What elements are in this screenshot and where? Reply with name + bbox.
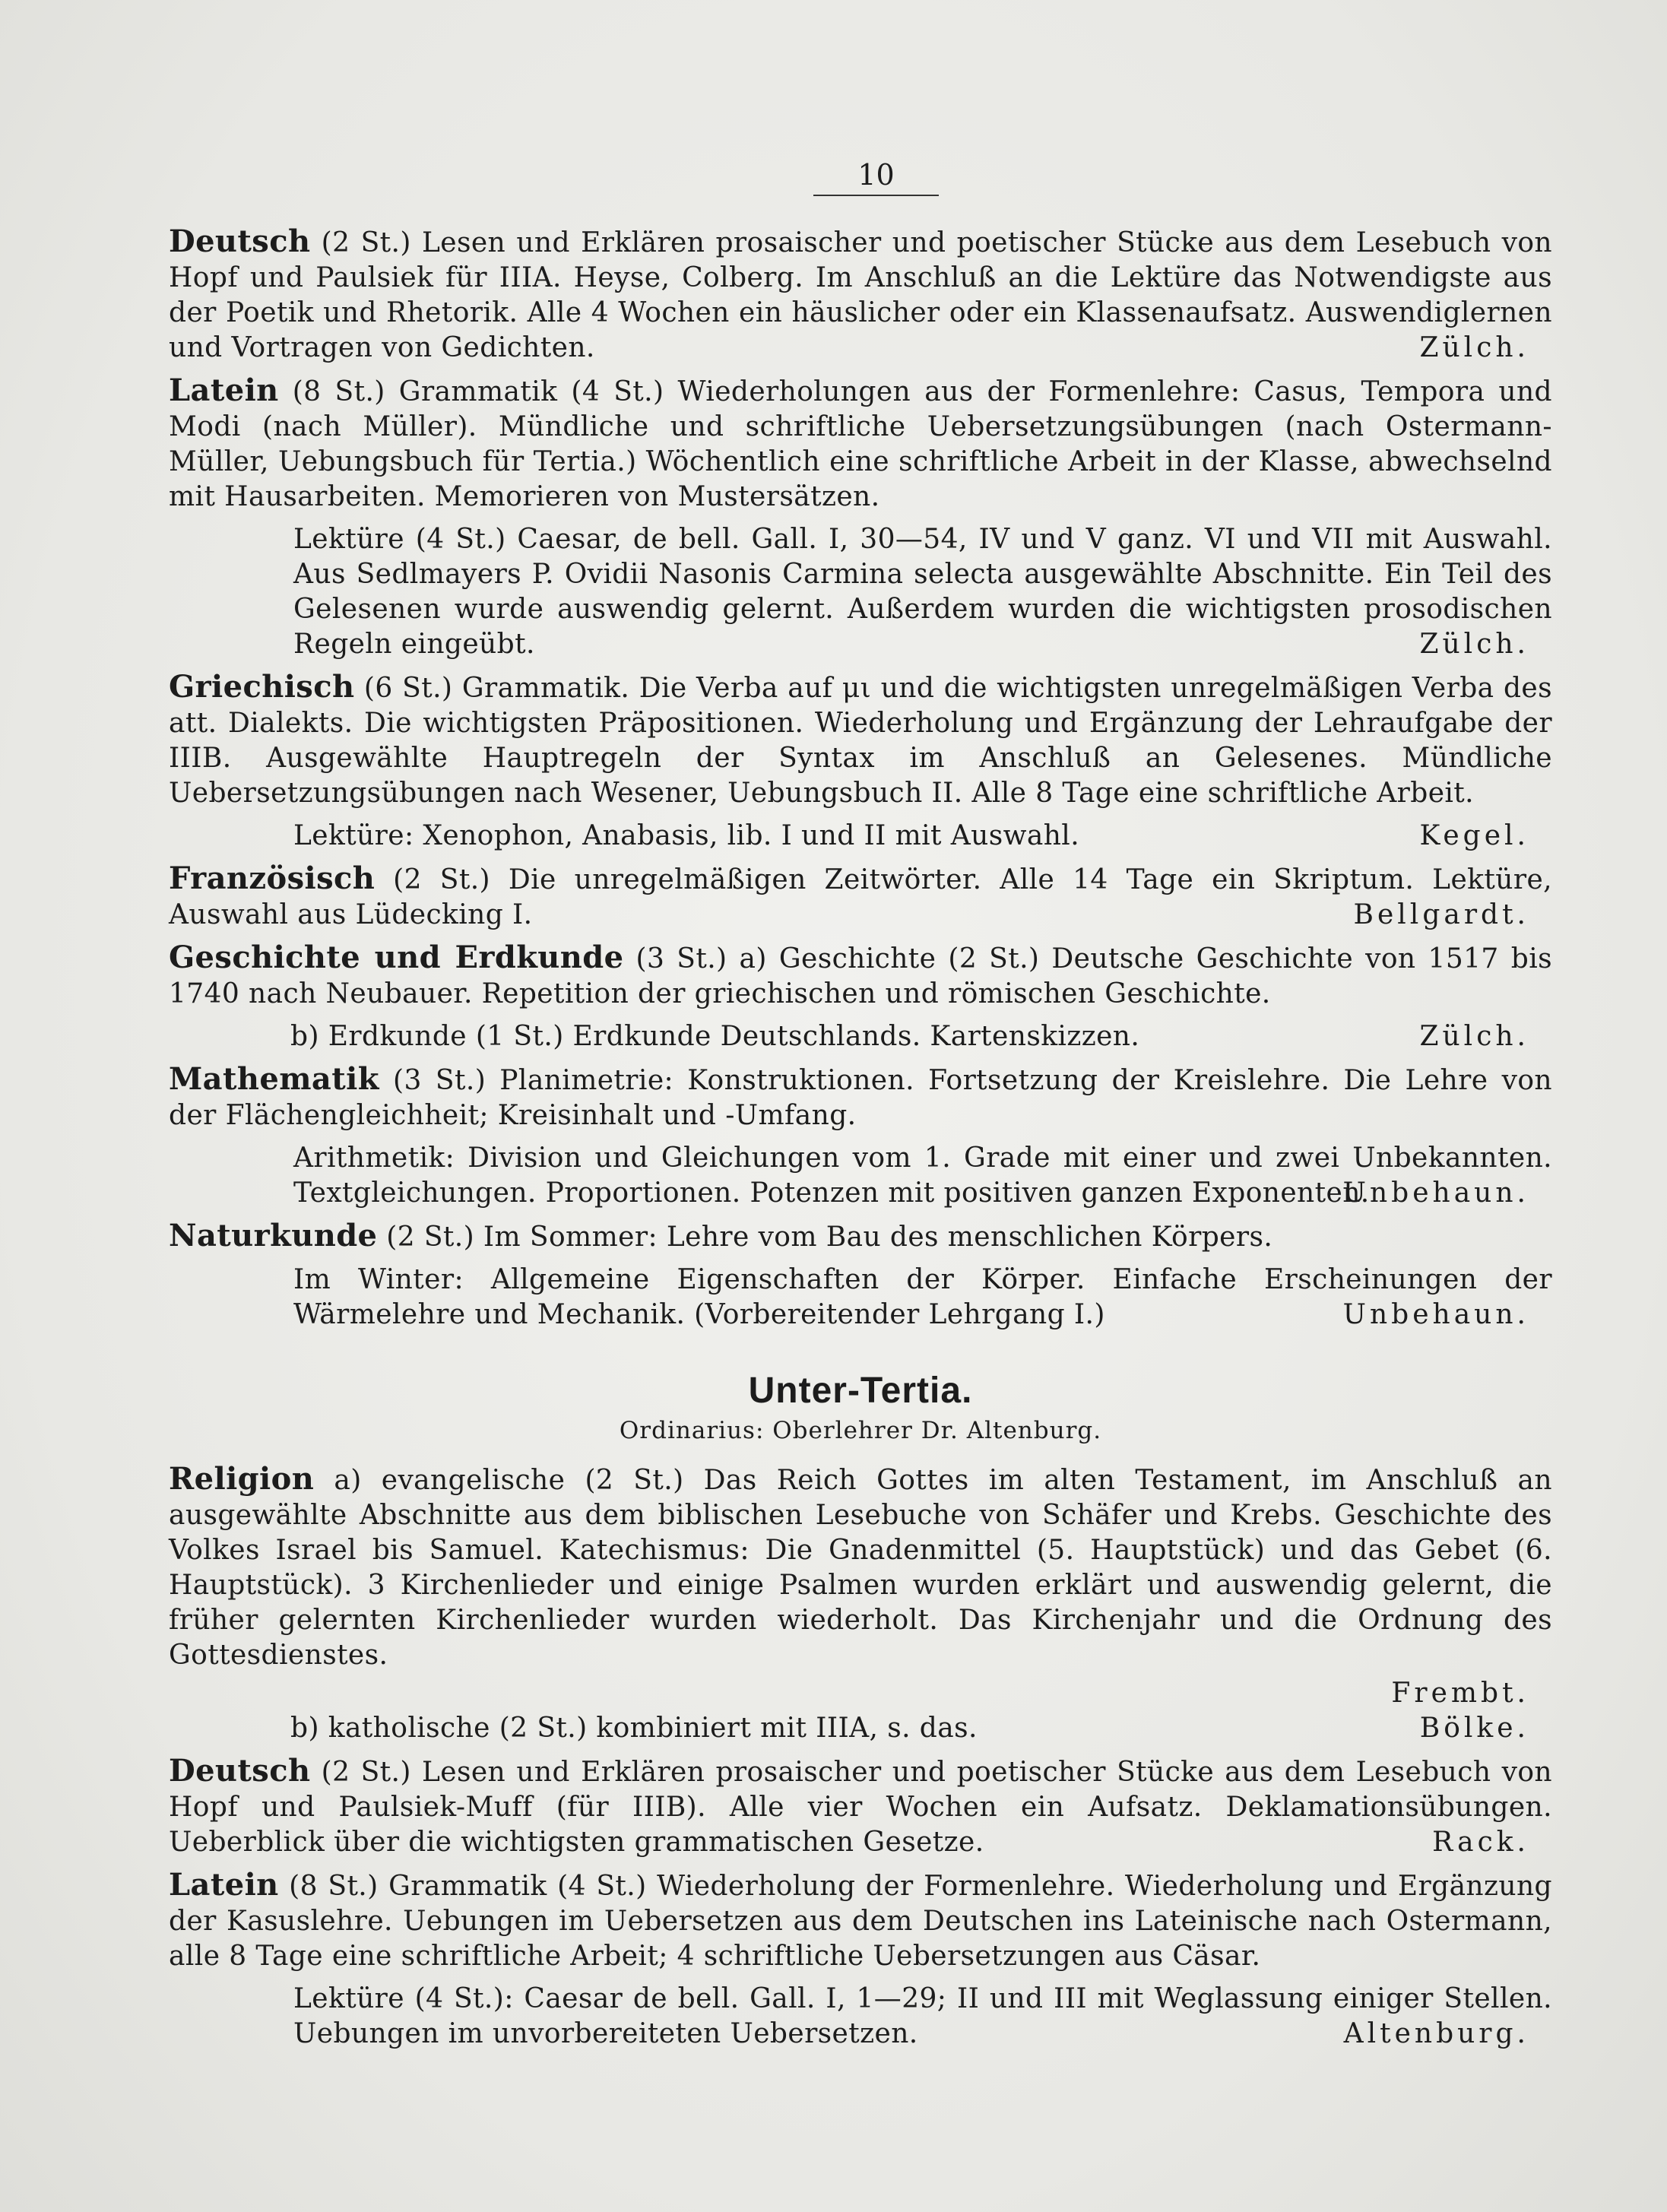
teacher-name: Altenburg.: [1343, 2018, 1529, 2049]
subject-heading: Deutsch: [169, 1753, 311, 1789]
paragraph-text: (8 St.) Grammatik (4 St.) Wiederholungen aus der Formenlehre: Casus, Tempora und Modi (nach Müller). Mündliche und schriftliche Uebersetzungsübungen (nach Ostermann-Müller, Uebungsbuch für Tertia.) Wöchentlich eine schriftliche Arbeit in der Klasse, abwechselnd mit Hausarbeiten. Memorieren von Mustersätzen.: [169, 376, 1552, 512]
section-title: Unter-Tertia.: [748, 1371, 973, 1411]
subject-heading: Mathematik: [169, 1061, 379, 1097]
paragraph-text: Im Winter: Allgemeine Eigenschaften der Körper. Einfache Erscheinungen der Wärmelehre und Mechanik. (Vorbereitender Lehrgang I.): [293, 1264, 1552, 1330]
page-number: 10: [813, 158, 939, 196]
paragraph-text: (2 St.) Im Sommer: Lehre vom Bau des menschlichen Körpers.: [377, 1222, 1273, 1253]
teacher-name: Bellgardt.: [1353, 899, 1529, 930]
paragraph-text: (3 St.) Planimetrie: Konstruktionen. Fortsetzung der Kreislehre. Die Lehre von der Flächengleichheit; Kreisinhalt und -Umfang.: [169, 1065, 1552, 1131]
teacher-name: Zülch.: [1419, 1021, 1529, 1052]
paragraph-religion-katholisch: [169, 1711, 1552, 1746]
teacher-name: Bölke.: [1419, 1713, 1529, 1744]
paragraph-mathematik: [169, 1062, 1552, 1133]
paragraph-text: (6 St.) Grammatik. Die Verba auf μι und die wichtigsten unregelmäßigen Verba des att. Dialekts. Die wichtigsten Präpositionen. Wiederholung und Ergänzung der Lehraufgabe der IIIB. Ausgewählte Hauptregeln der Syntax im Anschluß an Gelesenes. Mündliche Uebersetzungsübungen nach Wesener, Uebungsbuch II. Alle 8 Tage eine schriftliche Arbeit.: [169, 673, 1552, 809]
paragraph-text: b) katholische (2 St.) kombiniert mit IIIA, s. das.: [290, 1713, 978, 1744]
paragraph-text: Arithmetik: Division und Gleichungen vom 1. Grade mit einer und zwei Unbekannten. Textgleichungen. Proportionen. Potenzen mit positiven ganzen Exponenten.: [293, 1142, 1552, 1209]
subject-heading: Griechisch: [169, 669, 355, 705]
teacher-name: Zülch.: [1419, 332, 1529, 363]
teacher-name: Rack.: [1432, 1827, 1529, 1858]
subject-heading: Religion: [169, 1461, 315, 1497]
paragraph-text: (2 St.) Die unregelmäßigen Zeitwörter. Alle 14 Tage ein Skriptum. Lektüre, Auswahl aus Lüdecking I.: [169, 864, 1552, 930]
teacher-name: Frembt.: [1391, 1678, 1529, 1709]
subject-heading: Naturkunde: [169, 1218, 378, 1253]
teacher-name: Zülch.: [1419, 629, 1529, 660]
paragraph-text: Lektüre: Xenophon, Anabasis, lib. I und II mit Auswahl.: [293, 820, 1080, 851]
paragraph-text: a) evangelische (2 St.) Das Reich Gottes im alten Testament, im Anschluß an ausgewählte Abschnitte aus dem biblischen Lesebuche von Schäfer und Krebs. Geschichte des Volkes Israel bis Samuel. Katechismus: Die Gnadenmittel (5. Hauptstück) und das Gebet (6. Hauptstück). 3 Kirchenlieder und einige Psalmen wurden erklärt und auswendig gelernt, die früher gelernten Kirchenlieder wurden wiederholt. Das Kirchenjahr und die Ordnung des Gottesdienstes.: [169, 1465, 1552, 1671]
page-content: [169, 224, 1552, 2052]
paragraph-text: b) Erdkunde (1 St.) Erdkunde Deutschlands. Kartenskizzen.: [290, 1021, 1140, 1052]
subject-heading: Geschichte und Erdkunde: [169, 940, 624, 975]
subject-heading: Latein: [169, 372, 279, 408]
ordinarius-line: Ordinarius: Oberlehrer Dr. Altenburg.: [619, 1417, 1102, 1444]
paragraph-griechisch-lektuere: [169, 819, 1552, 854]
paragraph-latein-iiia: [169, 373, 1552, 515]
subject-heading: Latein: [169, 1867, 279, 1903]
paragraph-text: (2 St.) Lesen und Erklären prosaischer und poetischer Stücke aus dem Lesebuch von Hopf und Paulsiek für IIIA. Heyse, Colberg. Im Anschluß an die Lektüre das Notwendigste aus der Poetik und Rhetorik. Alle 4 Wochen ein häuslicher oder ein Klassenaufsatz. Auswendiglernen und Vortragen von Gedichten.: [169, 227, 1552, 363]
paragraph-griechisch: [169, 670, 1552, 811]
paragraph-text: (3 St.) a) Geschichte (2 St.) Deutsche Geschichte von 1517 bis 1740 nach Neubauer. Repetition der griechischen und römischen Geschichte.: [169, 943, 1552, 1009]
teacher-name: Unbehaun.: [1342, 1299, 1529, 1330]
paragraph-text: Lektüre (4 St.) Caesar, de bell. Gall. I, 30—54, IV und V ganz. VI und VII mit Auswahl. Aus Sedlmayers P. Ovidii Nasonis Carmina selecta ausgewählte Abschnitte. Ein Teil des Gelesenen wurde auswendig gelernt. Außerdem wurden die wichtigsten prosodischen Regeln eingeübt.: [293, 524, 1552, 660]
paragraph-naturkunde: [169, 1219, 1552, 1255]
teacher-name: Unbehaun.: [1342, 1177, 1529, 1209]
teacher-name: Kegel.: [1419, 820, 1529, 851]
paragraph-religion: [169, 1462, 1552, 1673]
subject-heading: Deutsch: [169, 223, 311, 259]
paragraph-text: Lektüre (4 St.): Caesar de bell. Gall. I, 1—29; II und III mit Weglassung einiger Stellen. Uebungen im unvorbereiteten Uebersetzen.: [293, 1983, 1552, 2049]
paragraph-text: (2 St.) Lesen und Erklären prosaischer und poetischer Stücke aus dem Lesebuch von Hopf und Paulsiek-Muff (für IIIB). Alle vier Wochen ein Aufsatz. Deklamationsübungen. Ueberblick über die wichtigsten grammatischen Gesetze.: [169, 1757, 1552, 1858]
paragraph-text: (8 St.) Grammatik (4 St.) Wiederholung der Formenlehre. Wiederholung und Ergänzung der Kasuslehre. Uebungen im Uebersetzen aus dem Deutschen ins Lateinische nach Ostermann, alle 8 Tage eine schriftliche Arbeit; 4 schriftliche Uebersetzungen aus Cäsar.: [169, 1871, 1552, 1972]
paragraph-erdkunde: [169, 1019, 1552, 1054]
paragraph-latein-iiib: [169, 1868, 1552, 1974]
paragraph-geschichte: [169, 940, 1552, 1012]
subject-heading: Französisch: [169, 860, 376, 896]
